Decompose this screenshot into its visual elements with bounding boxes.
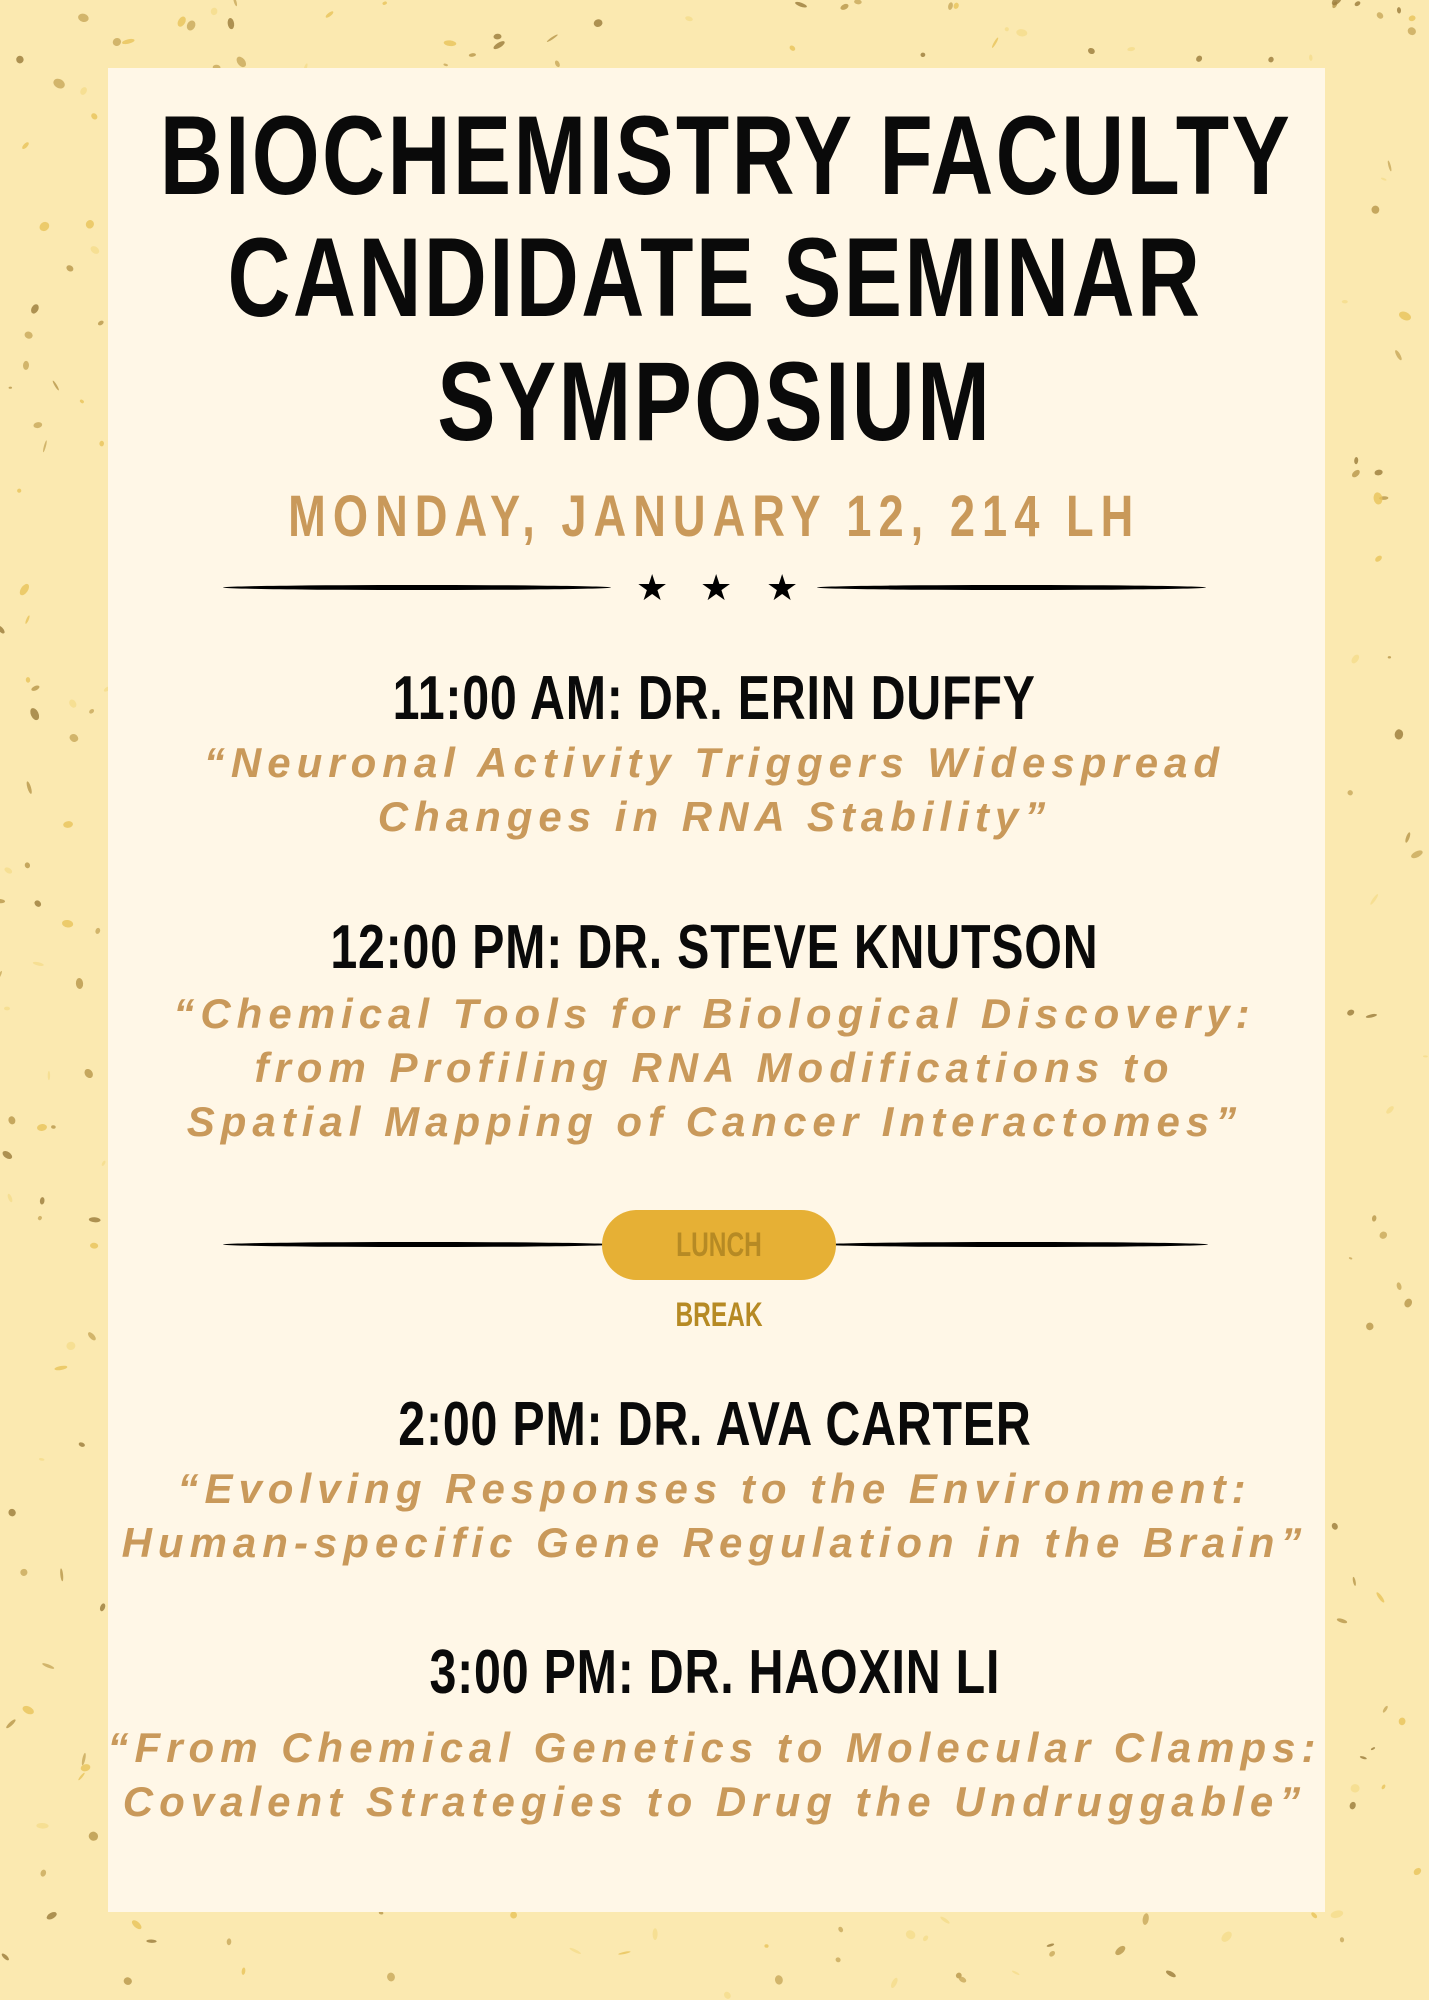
- speckle: [52, 77, 67, 91]
- speckle: [146, 1939, 157, 1943]
- speckle: [569, 1947, 582, 1955]
- speckle: [443, 63, 448, 67]
- speckle: [1366, 1322, 1374, 1331]
- speckle: [509, 1911, 517, 1919]
- speckle: [1114, 1944, 1127, 1957]
- speckle: [1378, 1230, 1388, 1240]
- speckle: [1403, 1297, 1414, 1309]
- talk-title-3-line-1: “Evolving Responses to the Environment:: [177, 1465, 1252, 1512]
- speckle: [1350, 653, 1361, 665]
- speckle: [1127, 47, 1135, 52]
- speckle: [1165, 1969, 1177, 1978]
- speckle: [227, 18, 235, 30]
- title-line-1: BIOCHEMISTRY FACULTY: [159, 93, 1293, 218]
- speckle: [835, 1956, 842, 1963]
- speckle: [1016, 29, 1028, 37]
- speckle: [492, 40, 506, 51]
- speckle: [854, 0, 862, 5]
- speckle: [77, 12, 90, 23]
- speckle: [54, 1365, 67, 1371]
- speckle: [939, 1915, 950, 1924]
- speckle: [1195, 54, 1204, 63]
- speckle: [1396, 1282, 1402, 1291]
- speckle: [953, 2, 960, 10]
- speckle: [1375, 11, 1384, 20]
- speckle: [1336, 1617, 1347, 1624]
- speckle: [1330, 0, 1343, 7]
- speckle: [789, 44, 797, 51]
- speckle: [546, 34, 558, 43]
- speckle: [130, 1919, 143, 1931]
- lunch-divider-left: [223, 1242, 613, 1247]
- speckle: [39, 1197, 44, 1205]
- speckle: [1046, 1943, 1054, 1948]
- speckle: [1330, 1909, 1344, 1919]
- speckle: [1340, 1937, 1345, 1943]
- star-icon: ★: [636, 567, 669, 608]
- date-location: MONDAY, JANUARY 12, 214 LH: [288, 484, 1141, 549]
- speckle: [101, 1160, 106, 1166]
- speckle: [25, 615, 31, 624]
- speckle: [227, 1938, 232, 1945]
- speckle: [66, 1341, 76, 1351]
- talk-heading-2: 12:00 PM: DR. STEVE KNUTSON: [330, 913, 1099, 982]
- speckle: [36, 1823, 48, 1829]
- speckle: [991, 37, 999, 48]
- speckle: [1398, 1717, 1406, 1726]
- divider-left: [223, 585, 611, 590]
- speckle: [111, 37, 122, 48]
- speckle: [1410, 849, 1424, 860]
- speckle: [1351, 468, 1362, 478]
- speckle: [1408, 15, 1416, 22]
- speckle: [1309, 54, 1313, 61]
- star-icon: ★: [700, 567, 733, 608]
- speckle: [382, 1, 387, 6]
- speckle: [37, 1215, 43, 1221]
- speckle: [241, 1967, 246, 1975]
- talk-title-2-line-1: “Chemical Tools for Biological Discovery:: [173, 990, 1256, 1037]
- speckle: [233, 0, 238, 7]
- speckle: [123, 1976, 133, 1986]
- talk-title-1-line-1: “Neuronal Activity Triggers Widespread: [203, 739, 1226, 786]
- speckle: [40, 1869, 47, 1878]
- talk-heading-1: 11:00 AM: DR. ERIN DUFFY: [392, 664, 1037, 733]
- talk-title-4-line-1: “From Chemical Genetics to Molecular Clamps:: [107, 1724, 1322, 1771]
- speckle: [1219, 1930, 1233, 1944]
- speckle: [685, 15, 694, 22]
- speckle: [210, 7, 218, 16]
- speckle: [0, 899, 5, 904]
- speckle: [1369, 893, 1379, 905]
- star-icon: ★: [766, 567, 799, 608]
- speckle: [554, 60, 561, 68]
- talk-title-3-line-2: Human-specific Gene Regulation in the Brain”: [121, 1519, 1308, 1566]
- speckle: [1, 1149, 14, 1160]
- speckle: [1267, 56, 1274, 64]
- speckle: [1011, 1970, 1019, 1976]
- speckle: [1397, 7, 1401, 14]
- speckle: [60, 1568, 64, 1581]
- speckle: [794, 1, 807, 9]
- speckle: [15, 55, 25, 65]
- speckle: [653, 1928, 658, 1940]
- speckle: [774, 1975, 783, 1986]
- talk-heading-3: 2:00 PM: DR. AVA CARTER: [397, 1390, 1032, 1459]
- speckle: [1087, 47, 1096, 55]
- speckle: [920, 52, 925, 57]
- speckle: [39, 1458, 45, 1462]
- speckle: [176, 15, 188, 28]
- speckle: [75, 978, 83, 990]
- speckle: [1354, 0, 1361, 7]
- speckle: [0, 624, 6, 634]
- speckle: [947, 2, 953, 11]
- speckle: [593, 18, 604, 28]
- speckle: [87, 1331, 98, 1342]
- speckle: [185, 19, 197, 32]
- speckle: [723, 1990, 732, 2000]
- speckle: [235, 55, 248, 69]
- speckle: [90, 1243, 99, 1249]
- speckle: [1406, 26, 1417, 37]
- speckle: [618, 1951, 631, 1956]
- lunch-divider-right: [825, 1242, 1208, 1247]
- speckle: [1, 1952, 10, 1961]
- lunch-break-badge: LUNCH BREAK: [602, 1210, 836, 1280]
- speckle: [1142, 1913, 1150, 1926]
- speckle: [122, 38, 135, 45]
- talk-title-4-line-2: Covalent Strategies to Drug the Undruggable”: [122, 1778, 1307, 1825]
- speckle: [1352, 1577, 1356, 1587]
- speckle: [1349, 1257, 1353, 1260]
- talk-title-1-line-2: Changes in RNA Stability”: [377, 793, 1052, 840]
- speckle: [469, 53, 477, 58]
- speckle: [1371, 1215, 1376, 1222]
- speckle: [1374, 554, 1383, 563]
- speckle: [18, 582, 31, 597]
- speckle: [21, 1704, 35, 1716]
- speckle: [1005, 27, 1009, 31]
- speckle: [837, 1926, 844, 1933]
- speckle: [3, 866, 13, 875]
- speckle: [1382, 1705, 1389, 1713]
- speckle: [443, 40, 456, 47]
- speckle: [1374, 469, 1383, 476]
- speckle: [33, 899, 42, 908]
- talk-title-2-line-3: Spatial Mapping of Cancer Interactomes”: [186, 1098, 1243, 1145]
- speckle: [764, 1944, 768, 1948]
- speckle: [1375, 1591, 1385, 1603]
- speckle: [1310, 1911, 1318, 1919]
- speckle: [1388, 656, 1392, 659]
- speckle: [1412, 1866, 1422, 1876]
- speckle: [904, 1928, 917, 1941]
- speckle: [78, 1772, 86, 1781]
- speckle: [922, 1934, 929, 1942]
- speckle: [7, 1193, 14, 1203]
- speckle: [890, 1977, 899, 1989]
- title-line-2: CANDIDATE SEMINAR: [227, 215, 1202, 340]
- speckle: [89, 1217, 101, 1223]
- speckle: [87, 1830, 99, 1842]
- speckle: [1048, 1950, 1056, 1958]
- speckle: [99, 1603, 106, 1612]
- talk-title-2-line-2: from Profiling RNA Modifications to: [254, 1044, 1175, 1091]
- speckle: [325, 10, 335, 19]
- speckle: [24, 862, 31, 869]
- title-line-3: SYMPOSIUM: [437, 339, 992, 464]
- speckle: [19, 1567, 29, 1577]
- speckle: [386, 1972, 396, 1983]
- speckle: [45, 1911, 58, 1922]
- speckle: [1394, 729, 1404, 740]
- speckle: [493, 34, 501, 40]
- divider-right: [817, 585, 1206, 590]
- talk-heading-4: 3:00 PM: DR. HAOXIN LI: [429, 1638, 1000, 1707]
- speckle: [839, 3, 849, 11]
- speckle: [79, 86, 88, 96]
